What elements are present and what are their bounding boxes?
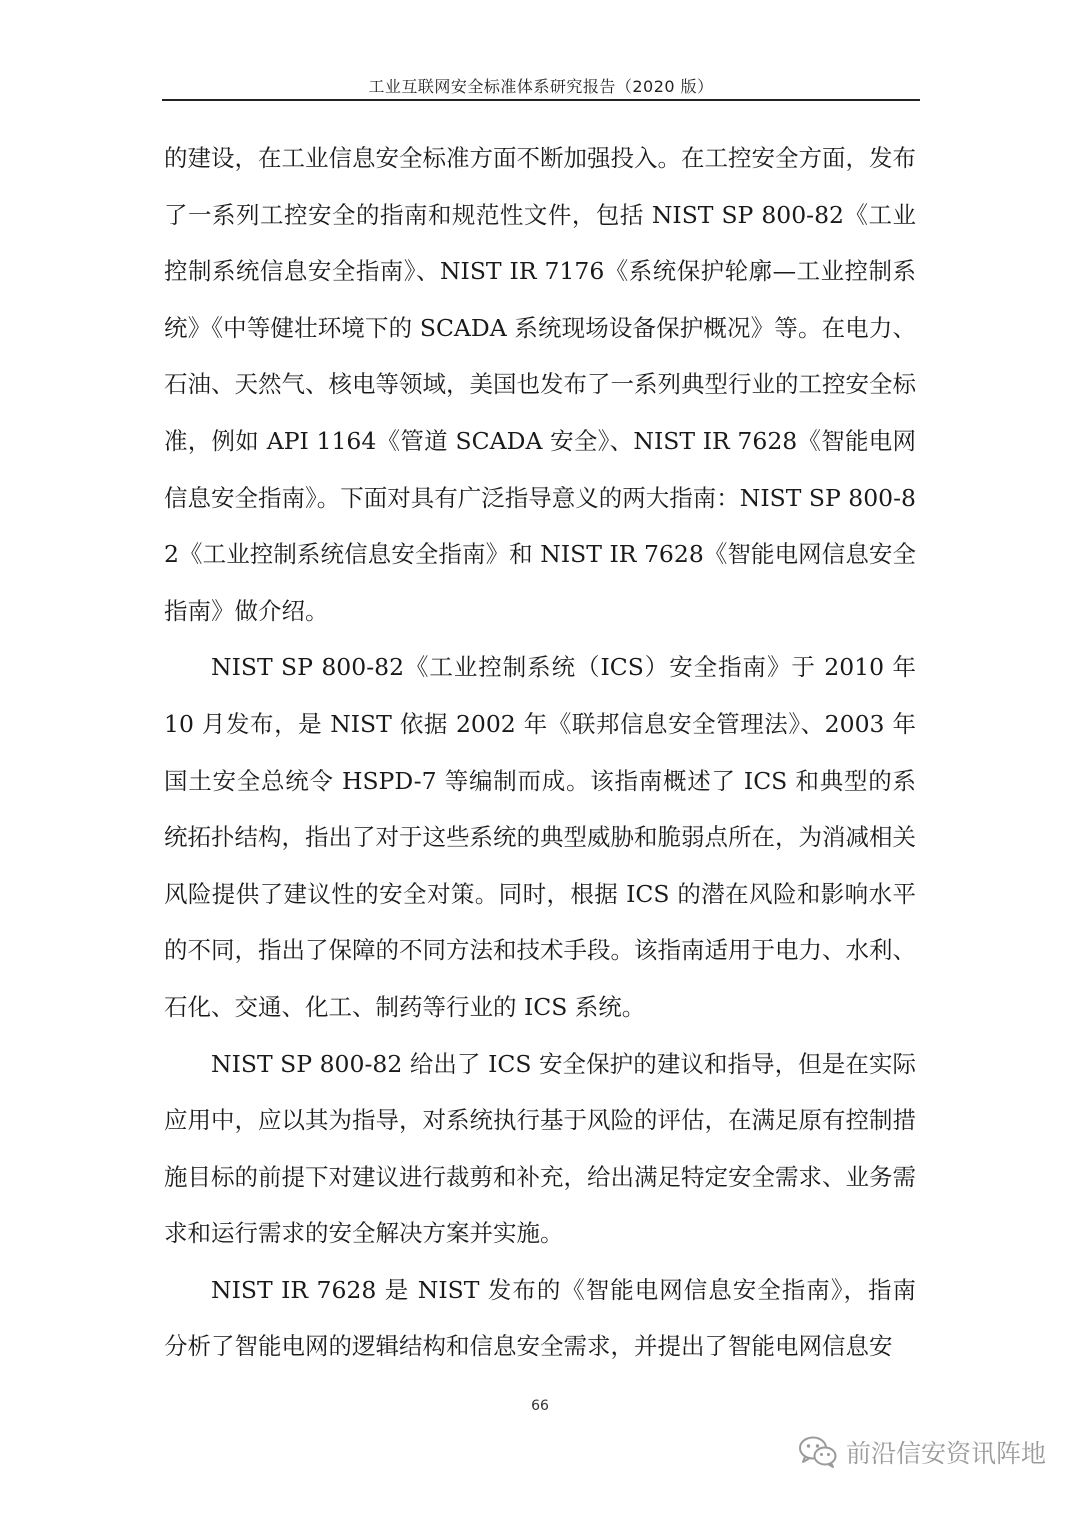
page-number: 66	[531, 1398, 549, 1414]
paragraph-3: NIST SP 800-82 给出了 ICS 安全保护的建议和指导，但是在实际应用中，应以其为指导，对系统执行基于风险的评估，在满足原有控制措施目标的前提下对建议进行裁剪和补充，给出满足特定安全需求、业务需求和运行需求的安全解决方案并实施。	[164, 1049, 916, 1248]
wechat-icon	[798, 1435, 838, 1469]
paragraph-2: NIST SP 800-82《工业控制系统（ICS）安全指南》于 2010 年 10 月发布，是 NIST 依据 2002 年《联邦信息安全管理法》、2003 年国土安全总统令 HSPD-7 等编制而成。该指南概述了 ICS 和典型的系统拓扑结构，指出了对于这些系统的典型威胁和脆弱点所在，为消减相关风险提供了建议性的安全对策。同时，根据 ICS 的潜在风险和影响水平的不同，指出了保障的不同方法和技术手段。该指南适用于电力、水利、石化、交通、化工、制药等行业的 ICS 系统。	[164, 653, 916, 1021]
body-text	[164, 130, 916, 1375]
running-header: 工业互联网安全标准体系研究报告（2020 版）	[368, 77, 714, 96]
header-rule	[162, 99, 920, 101]
paragraph-4: NIST IR 7628 是 NIST 发布的《智能电网信息安全指南》，指南分析了智能电网的逻辑结构和信息安全需求，并提出了智能电网信息安	[164, 1275, 916, 1361]
paragraph-1: 的建设，在工业信息安全标准方面不断加强投入。在工控安全方面，发布了一系列工控安全的指南和规范性文件，包括 NIST SP 800-82《工业控制系统信息安全指南》、NIST IR 7176《系统保护轮廓—工业控制系统》《中等健壮环境下的 SCADA 系统现场设备保护概况》等。在电力、石油、天然气、核电等领域，美国也发布了一系列典型行业的工控安全标准，例如 API 1164《管道 SCADA 安全》、NIST IR 7628《智能电网信息安全指南》。下面对具有广泛指导意义的两大指南：NIST SP 800-82《工业控制系统信息安全指南》和 NIST IR 7628《智能电网信息安全指南》做介绍。	[164, 144, 916, 625]
watermark-label: 前沿信安资讯阵地	[845, 1439, 1046, 1468]
watermark	[798, 1432, 1046, 1472]
